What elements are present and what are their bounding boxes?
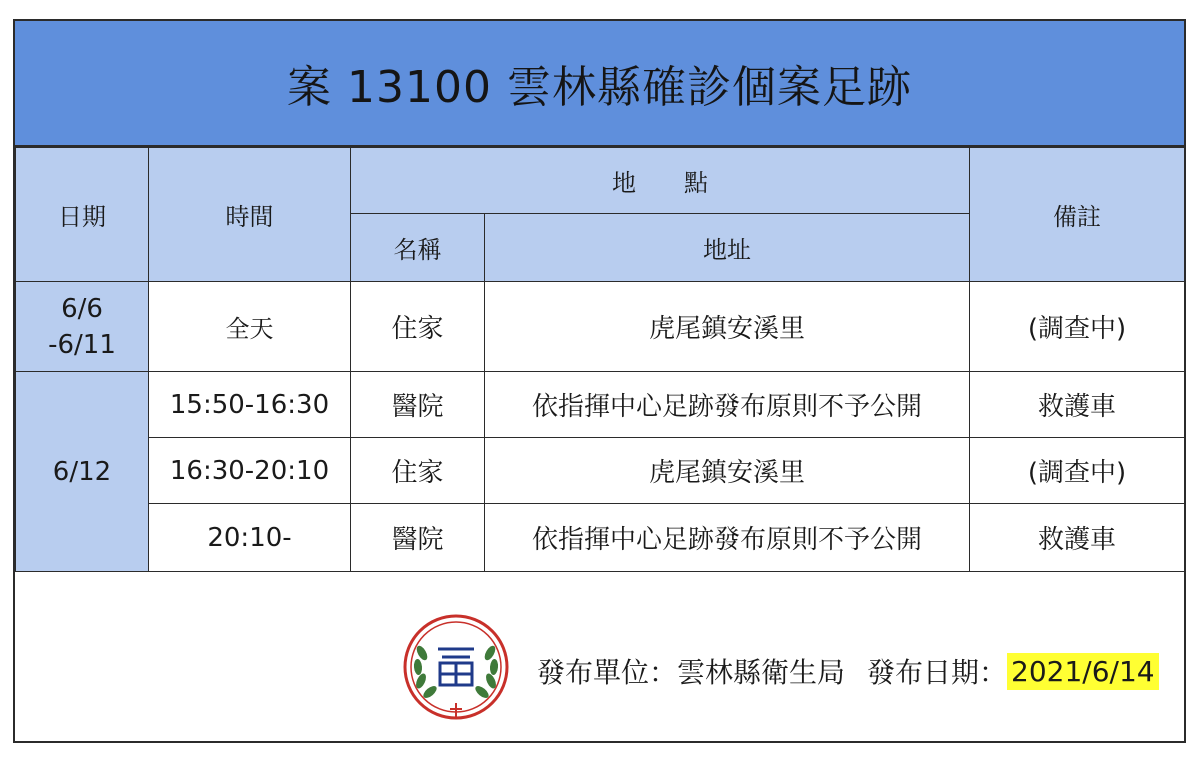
itinerary-document (13, 19, 1186, 743)
publisher-label: 發布單位： (537, 656, 678, 689)
time-cell: 全天 (149, 282, 351, 372)
document-title: 案 13100 雲林縣確診個案足跡 (287, 62, 912, 113)
note-cell: 救護車 (970, 372, 1185, 438)
footer (15, 573, 1184, 741)
table-row (16, 504, 1185, 572)
header-address: 地址 (485, 214, 970, 282)
time-cell: 20:10- (149, 504, 351, 572)
address-cell: 依指揮中心足跡發布原則不予公開 (485, 372, 970, 438)
name-cell: 醫院 (351, 372, 485, 438)
note-cell: (調查中) (970, 438, 1185, 504)
name-cell: 醫院 (351, 504, 485, 572)
health-bureau-seal-icon (402, 613, 510, 721)
header-name: 名稱 (351, 214, 485, 282)
table-row (16, 282, 1185, 372)
date-cell: 6/12 (16, 372, 149, 572)
header-date: 日期 (16, 148, 149, 282)
time-cell: 16:30-20:10 (149, 438, 351, 504)
header-note: 備註 (970, 148, 1185, 282)
table-header-row (16, 148, 1185, 214)
publish-date-label: 發布日期： (867, 656, 1008, 689)
address-cell: 依指揮中心足跡發布原則不予公開 (485, 504, 970, 572)
table-row (16, 438, 1185, 504)
name-cell: 住家 (351, 438, 485, 504)
publication-line (537, 651, 1159, 691)
time-cell: 15:50-16:30 (149, 372, 351, 438)
name-cell: 住家 (351, 282, 485, 372)
publish-date: 2021/6/14 (1007, 653, 1159, 690)
publisher-name: 雲林縣衛生局 (677, 656, 846, 689)
header-location: 地 點 (351, 148, 970, 214)
note-cell: 救護車 (970, 504, 1185, 572)
title-banner (15, 21, 1184, 147)
table-row (16, 372, 1185, 438)
address-cell: 虎尾鎮安溪里 (485, 438, 970, 504)
date-line-2: -6/11 (48, 329, 116, 360)
date-line-1: 6/6 (61, 293, 103, 324)
address-cell: 虎尾鎮安溪里 (485, 282, 970, 372)
date-cell (16, 282, 149, 372)
header-time: 時間 (149, 148, 351, 282)
itinerary-table (15, 147, 1185, 572)
note-cell: (調查中) (970, 282, 1185, 372)
